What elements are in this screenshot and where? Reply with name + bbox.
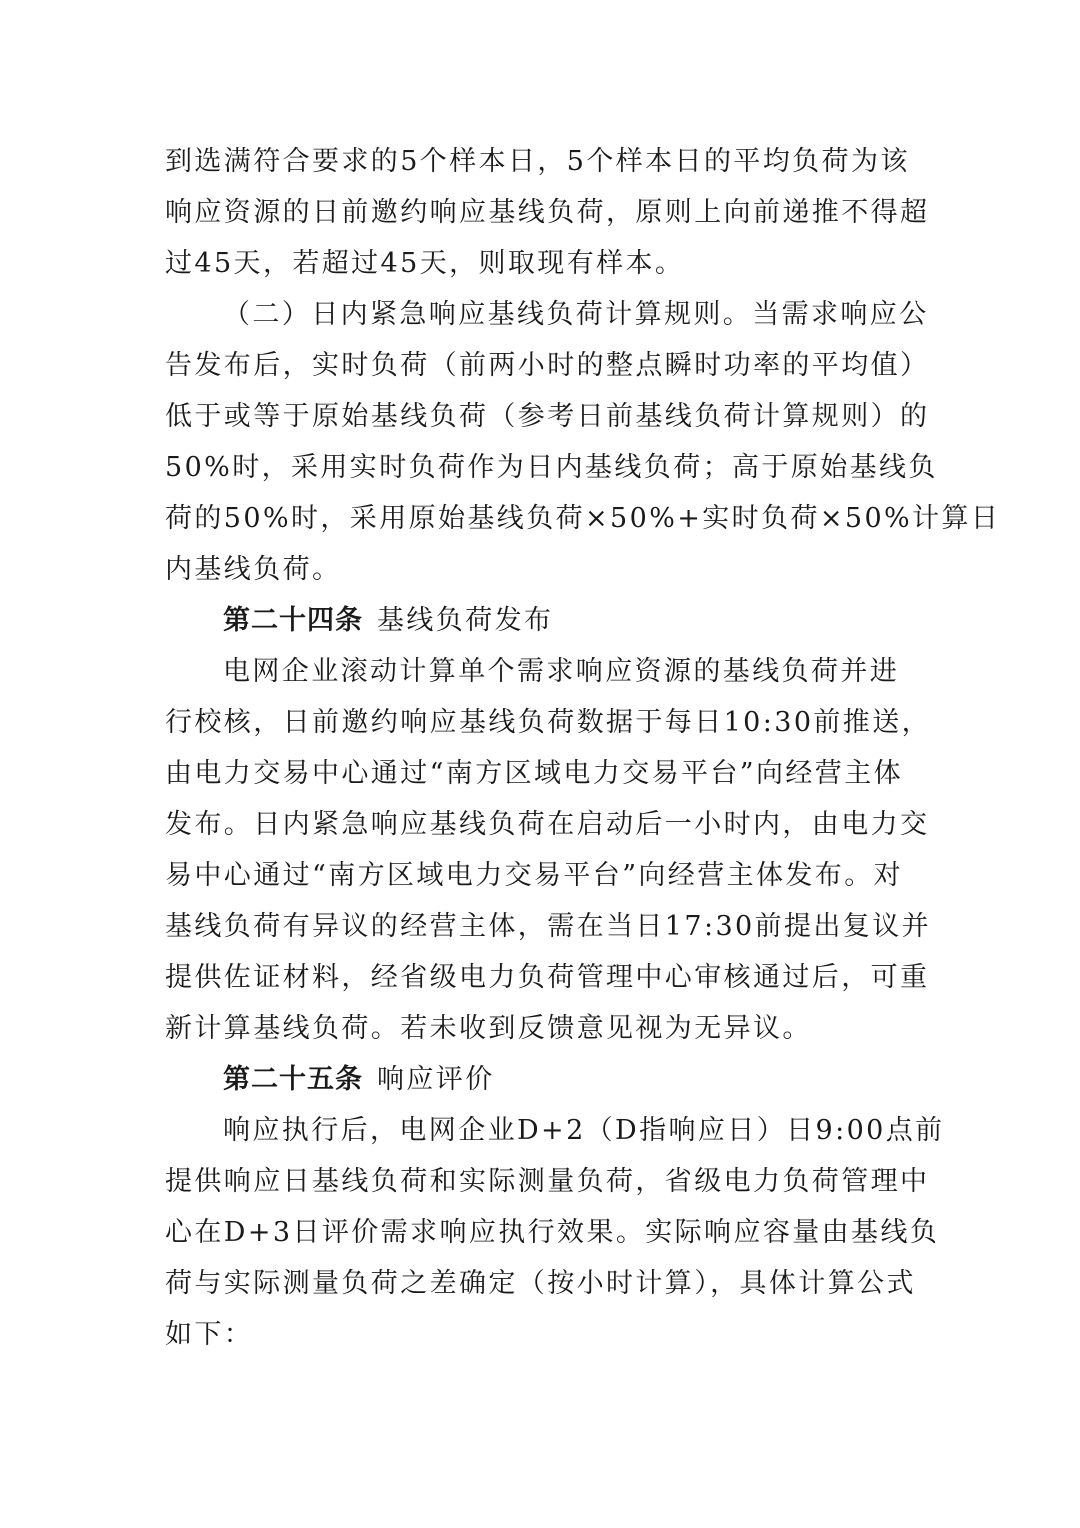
text-line: 心在D+3日评价需求响应执行效果。实际响应容量由基线负 [165,1217,940,1248]
text-line: 荷的50%时，采用原始基线负荷×50%+实时负荷×50%计算日 [165,503,1001,534]
text-line: 内基线负荷。 [165,554,342,585]
text-line: 到选满符合要求的5个样本日，5个样本日的平均负荷为该 [165,146,910,177]
text-line: 电网企业滚动计算单个需求响应资源的基线负荷并进 [223,656,900,687]
text-line: 过45天，若超过45天，则取现有样本。 [165,248,685,279]
paragraph-baseline-dayahead-continued [165,136,930,289]
text-line: 行校核，日前邀约响应基线负荷数据于每日10:30前推送， [165,707,932,738]
text-line: 响应执行后，电网企业D+2（D指响应日）日9:00点前 [223,1115,945,1146]
text-line: 新计算基线负荷。若未收到反馈意见视为无异议。 [165,1013,812,1044]
text-line: 告发布后，实时负荷（前两小时的整点瞬时功率的平均值） [165,350,930,381]
article-25-number: 第二十五条 [223,1064,363,1095]
article-25-body [165,1105,945,1360]
article-24-title: 基线负荷发布 [377,605,554,636]
text-line: 基线负荷有异议的经营主体，需在当日17:30前提出复议并 [165,911,932,942]
paragraph-intraday-baseline-rule [165,289,1001,595]
document-page [165,136,1001,1360]
article-24-heading [165,595,915,646]
article-25-heading [165,1054,915,1105]
text-line: 50%时，采用实时负荷作为日内基线负荷；高于原始基线负 [165,452,938,483]
text-line: 提供响应日基线负荷和实际测量负荷，省级电力负荷管理中 [165,1166,930,1197]
text-line: 发布。日内紧急响应基线负荷在启动后一小时内，由电力交 [165,809,930,840]
text-line: 响应资源的日前邀约响应基线负荷，原则上向前递推不得超 [165,197,930,228]
article-24-body [165,646,932,1054]
text-line: （二）日内紧急响应基线负荷计算规则。当需求响应公 [223,299,929,330]
text-line: 提供佐证材料，经省级电力负荷管理中心审核通过后，可重 [165,962,930,993]
article-25-title: 响应评价 [377,1064,495,1095]
text-line: 低于或等于原始基线负荷（参考日前基线负荷计算规则）的 [165,401,930,432]
text-line: 荷与实际测量负荷之差确定（按小时计算），具体计算公式 [165,1268,916,1299]
text-line: 由电力交易中心通过“南方区域电力交易平台”向经营主体 [165,758,904,789]
text-line: 易中心通过“南方区域电力交易平台”向经营主体发布。对 [165,860,904,891]
text-line: 如下： [165,1319,254,1350]
article-24-number: 第二十四条 [223,605,363,636]
